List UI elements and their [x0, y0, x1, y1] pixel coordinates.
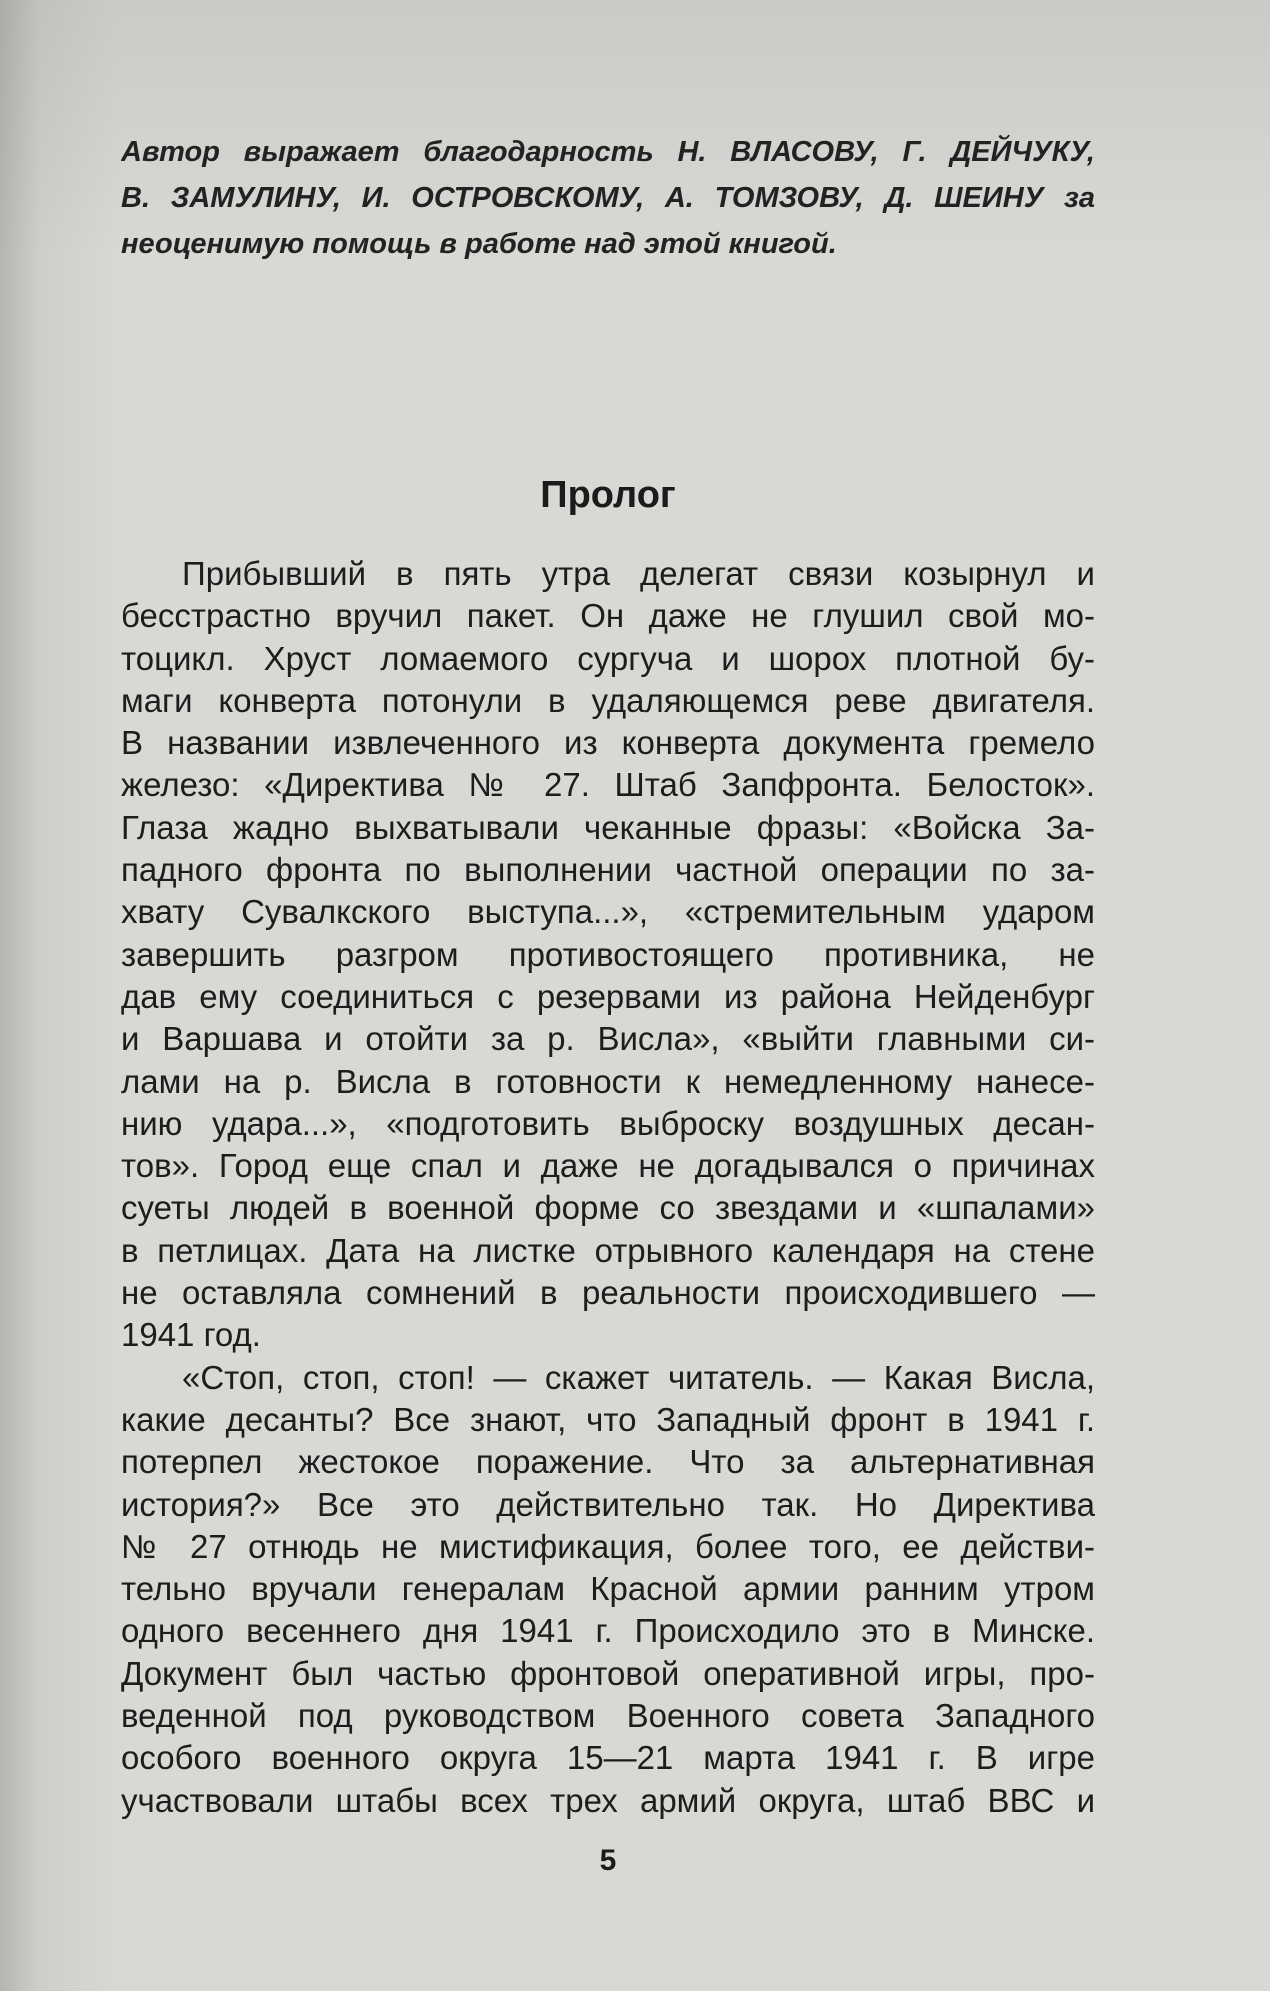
text-line: в петлицах. Дата на листке отрывного календаря на стене	[121, 1231, 1095, 1269]
text-line: В названии извлеченного из конверта документа гремело	[121, 724, 1095, 762]
acknowledgment-line: Автор выражает благодарность Н. ВЛАСОВУ, Г. ДЕЙЧУКУ,	[121, 136, 1095, 168]
text-line: лами на р. Висла в готовности к немедленному нанесе-	[121, 1062, 1095, 1100]
paragraph	[121, 1357, 1095, 1822]
text-line: бесстрастно вручил пакет. Он даже не глушил свой мо-	[121, 597, 1095, 635]
text-line: тов». Город еще спал и даже не догадывался о причинах	[121, 1147, 1095, 1185]
chapter-heading: Пролог	[540, 474, 676, 516]
text-line: веденной под руководством Военного совета Западного	[121, 1697, 1095, 1735]
acknowledgment-line: В. ЗАМУЛИНУ, И. ОСТРОВСКОМУ, А. ТОМЗОВУ, Д. ШЕИНУ за	[121, 182, 1095, 214]
text-line: Прибывший в пять утра делегат связи козырнул и	[182, 555, 1095, 592]
text-line: какие десанты? Все знают, что Западный фронт в 1941 г.	[121, 1400, 1095, 1438]
acknowledgment-line: неоценимую помощь в работе над этой книгой.	[121, 228, 837, 260]
text-line: история?» Все это действительно так. Но Директива	[121, 1485, 1095, 1523]
text-line: суеты людей в военной форме со звездами и «шпалами»	[121, 1189, 1095, 1227]
text-line: тельно вручали генералам Красной армии ранним утром	[121, 1570, 1095, 1608]
text-line: тоцикл. Хруст ломаемого сургуча и шорох плотной бу-	[121, 639, 1095, 677]
acknowledgment	[121, 129, 1095, 267]
text-line: одного весеннего дня 1941 г. Происходило это в Минске.	[121, 1612, 1095, 1650]
text-line: маги конверта потонули в удаляющемся реве двигателя.	[121, 681, 1095, 719]
chapter-body	[121, 553, 1095, 1822]
text-line: железо: «Директива № 27. Штаб Запфронта. Белосток».	[121, 766, 1095, 804]
text-line: особого военного округа 15—21 марта 1941 г. В игре	[121, 1739, 1095, 1777]
text-line: «Стоп, стоп, стоп! — скажет читатель. — Какая Висла,	[182, 1358, 1095, 1396]
text-line: завершить разгром противостоящего противника, не	[121, 935, 1095, 973]
text-line: и Варшава и отойти за р. Висла», «выйти главными си-	[121, 1020, 1095, 1058]
text-line: не оставляла сомнений в реальности происходившего —	[121, 1274, 1095, 1312]
text-line: 1941 год.	[121, 1316, 261, 1354]
text-line: падного фронта по выполнении частной операции по за-	[121, 851, 1095, 889]
text-line: нию удара...», «подготовить выброску воздушных десан-	[121, 1104, 1095, 1142]
text-line: Документ был частью фронтовой оперативной игры, про-	[121, 1654, 1095, 1692]
text-line: Глаза жадно выхватывали чеканные фразы: «Войска За-	[121, 808, 1095, 846]
text-line: хвату Сувалкского выступа...», «стремительным ударом	[121, 893, 1095, 931]
paragraph	[121, 553, 1095, 1357]
text-line: № 27 отнюдь не мистификация, более того, ее действи-	[121, 1527, 1095, 1565]
text-line: участвовали штабы всех трех армий округа, штаб ВВС и	[121, 1781, 1095, 1819]
page-number: 5	[599, 1844, 617, 1877]
text-line: потерпел жестокое поражение. Что за альтернативная	[121, 1443, 1095, 1481]
text-line: дав ему соединиться с резервами из района Нейденбург	[121, 977, 1095, 1015]
